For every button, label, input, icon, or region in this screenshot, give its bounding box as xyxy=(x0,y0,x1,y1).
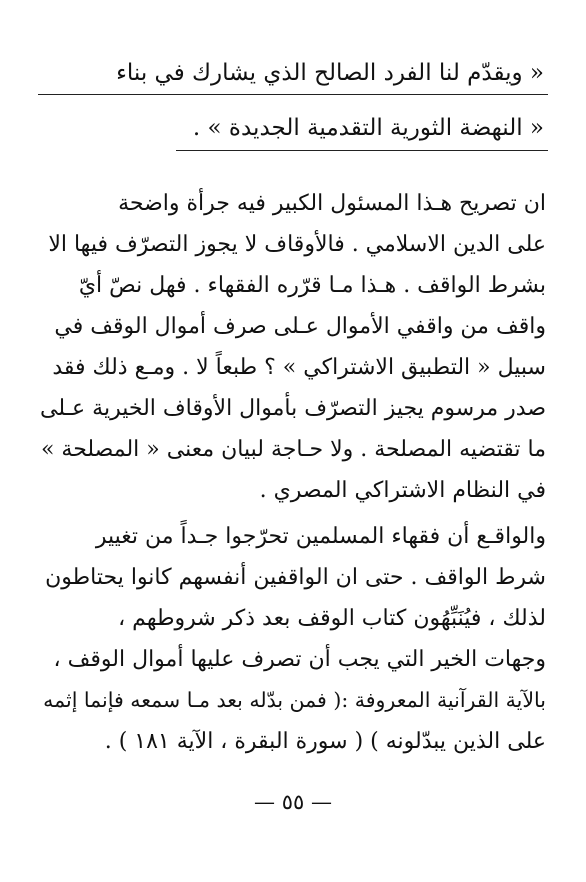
quote-underline-2 xyxy=(176,150,548,151)
page-number: — ٥٥ — xyxy=(254,790,332,814)
text-line: في النظام الاشتراكي المصري . xyxy=(259,478,546,503)
text-line: على الدين الاسلامي . فالأوقاف لا يجوز التصرّف فيها الا xyxy=(48,232,546,257)
text-line: صدر مرسوم يجيز التصرّف بأموال الأوقاف الخيرية عـلى xyxy=(39,396,546,421)
text-line: والواقـع أن فقهاء المسلمين تحرّجوا جـداً من تغيير xyxy=(95,524,546,549)
text-line: شرط الواقف . حتى ان الواقفين أنفسهم كانوا يحتاطون xyxy=(45,565,546,590)
text-line: ما تقتضيه المصلحة . ولا حـاجة لبيان معنى « المصلحة » xyxy=(40,437,546,462)
text-line: سبيل « التطبيق الاشتراكي » ؟ طبعاً لا . ومـع ذلك فقد xyxy=(52,355,546,380)
paragraph-1 xyxy=(36,183,546,511)
paragraph-2 xyxy=(36,516,546,762)
text-line: لذلك ، فيُنَبِّهُون كتاب الوقف بعد ذكر شروطهم ، xyxy=(118,606,546,631)
quote-line-1: « ويقدّم لنا الفرد الصالح الذي يشارك في بناء xyxy=(116,60,544,86)
text-line: واقف من واقفي الأموال عـلى صرف أموال الوقف في xyxy=(54,314,546,339)
text-line: بشرط الواقف . هـذا مـا قرّره الفقهاء . فهل نصّ أيّ xyxy=(78,273,546,298)
quote-line-2: « النهضة الثورية التقدمية الجديدة » . xyxy=(192,115,544,141)
quote-underline-1 xyxy=(38,94,548,95)
text-line: ان تصريح هـذا المسئول الكبير فيه جرأة واضحة xyxy=(118,191,546,216)
text-line: وجهات الخير التي يجب أن تصرف عليها أموال الوقف ، xyxy=(53,647,546,672)
text-line: على الذين يبدّلونه ) ( سورة البقرة ، الآية ١٨١ ) . xyxy=(104,729,546,754)
text-line: بالآية القرآنية المعروفة :( فمن بدّله بعد مـا سمعه فإنما إثمه xyxy=(43,688,546,712)
